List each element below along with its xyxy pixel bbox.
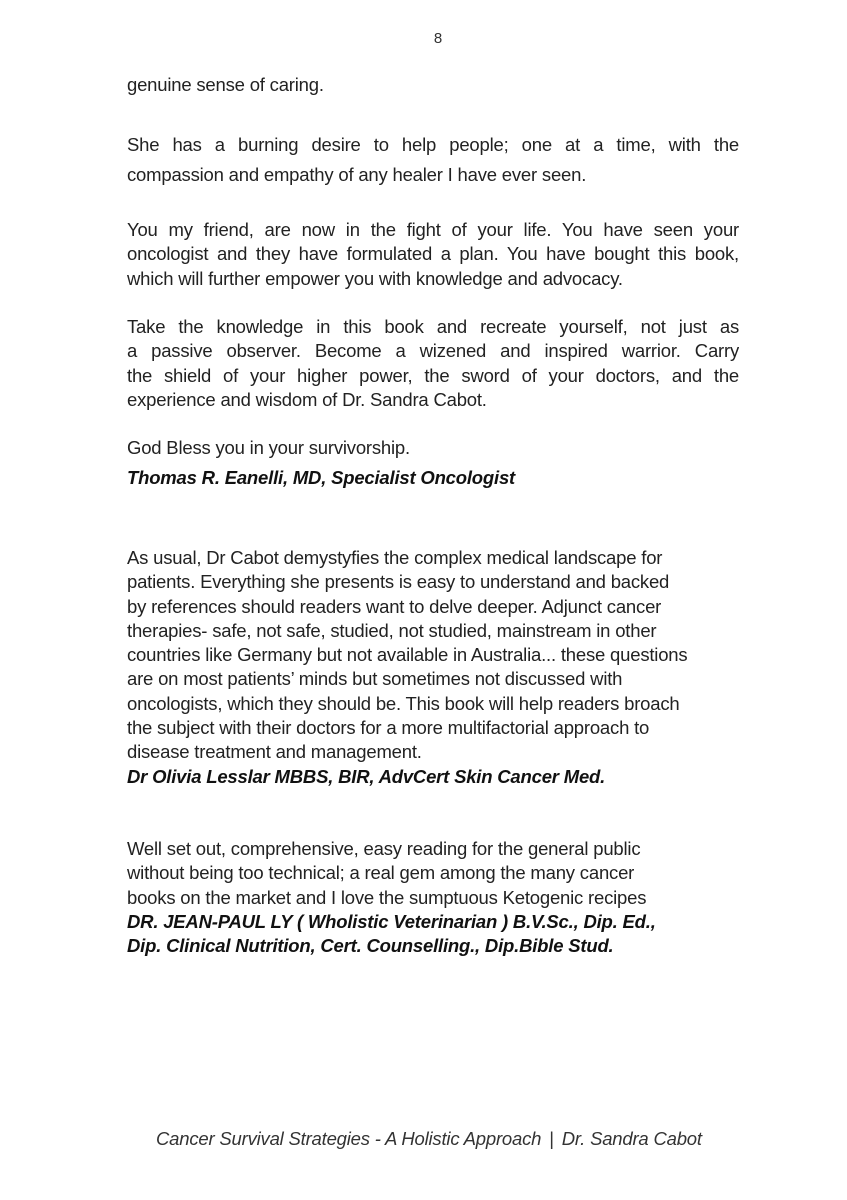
text-line: compassion and empathy of any healer I have ever seen. (127, 164, 587, 185)
text-line: experience and wisdom of Dr. Sandra Cabot. (127, 388, 487, 410)
text-line: oncologist and they have formulated a plan. You have bought this book, (127, 243, 739, 265)
foreword-continuation (127, 73, 739, 97)
text-line: therapies- safe, not safe, studied, not studied, mainstream in other (127, 619, 657, 641)
testimonial-signature: Dr Olivia Lesslar MBBS, BIR, AdvCert Skin Cancer Med. (127, 765, 606, 787)
page-number: 8 (433, 30, 443, 47)
text-line: oncologists, which they should be. This book will help readers broach (127, 692, 680, 714)
text-line: without being too technical; a real gem among the many cancer (127, 862, 635, 884)
footer-book-title: Cancer Survival Strategies - A Holistic Approach (156, 1128, 542, 1149)
text-line: patients. Everything she presents is easy to understand and backed (127, 571, 670, 593)
foreword-paragraph-1 (127, 130, 739, 190)
text-line: the subject with their doctors for a more multifactorial approach to (127, 717, 650, 739)
foreword-signature: Thomas R. Eanelli, MD, Specialist Oncologist (127, 467, 516, 488)
text-line: disease treatment and management. (127, 741, 422, 763)
text-line: countries like Germany but not available in Australia... these questions (127, 644, 688, 666)
text-line: a passive observer. Become a wizened and inspired warrior. Carry (127, 340, 739, 362)
text-line: genuine sense of caring. (127, 74, 324, 95)
testimonial-signature: DR. JEAN-PAUL LY ( Wholistic Veterinarian ) B.V.Sc., Dip. Ed., (127, 910, 656, 932)
foreword-paragraph-3 (127, 315, 739, 412)
footer-author: Dr. Sandra Cabot (561, 1128, 702, 1149)
text-line: As usual, Dr Cabot demystyfies the complex medical landscape for (127, 547, 663, 568)
text-line: She has a burning desire to help people; one at a time, with the (127, 134, 739, 155)
testimonial-signature: Dip. Clinical Nutrition, Cert. Counselling., Dip.Bible Stud. (127, 935, 614, 957)
text-line: Take the knowledge in this book and recreate yourself, not just as (127, 316, 739, 337)
foreword-paragraph-2 (127, 218, 739, 291)
footer-separator: | (549, 1128, 554, 1149)
text-line: Well set out, comprehensive, easy reading for the general public (127, 838, 641, 859)
testimonial-1 (127, 546, 739, 789)
text-line: by references should readers want to delve deeper. Adjunct cancer (127, 595, 662, 617)
text-line: which will further empower you with knowledge and advocacy. (127, 267, 623, 289)
text-line: are on most patients’ minds but sometimes not discussed with (127, 668, 623, 690)
page-footer (156, 1128, 702, 1150)
text-line: You my friend, are now in the fight of your life. You have seen your (127, 219, 739, 240)
testimonial-2 (127, 837, 739, 958)
text-line: the shield of your higher power, the sword of your doctors, and the (127, 364, 739, 386)
foreword-closing: God Bless you in your survivorship. (127, 437, 410, 458)
text-line: books on the market and I love the sumptuous Ketogenic recipes (127, 886, 647, 908)
foreword-closing-block (127, 433, 739, 493)
